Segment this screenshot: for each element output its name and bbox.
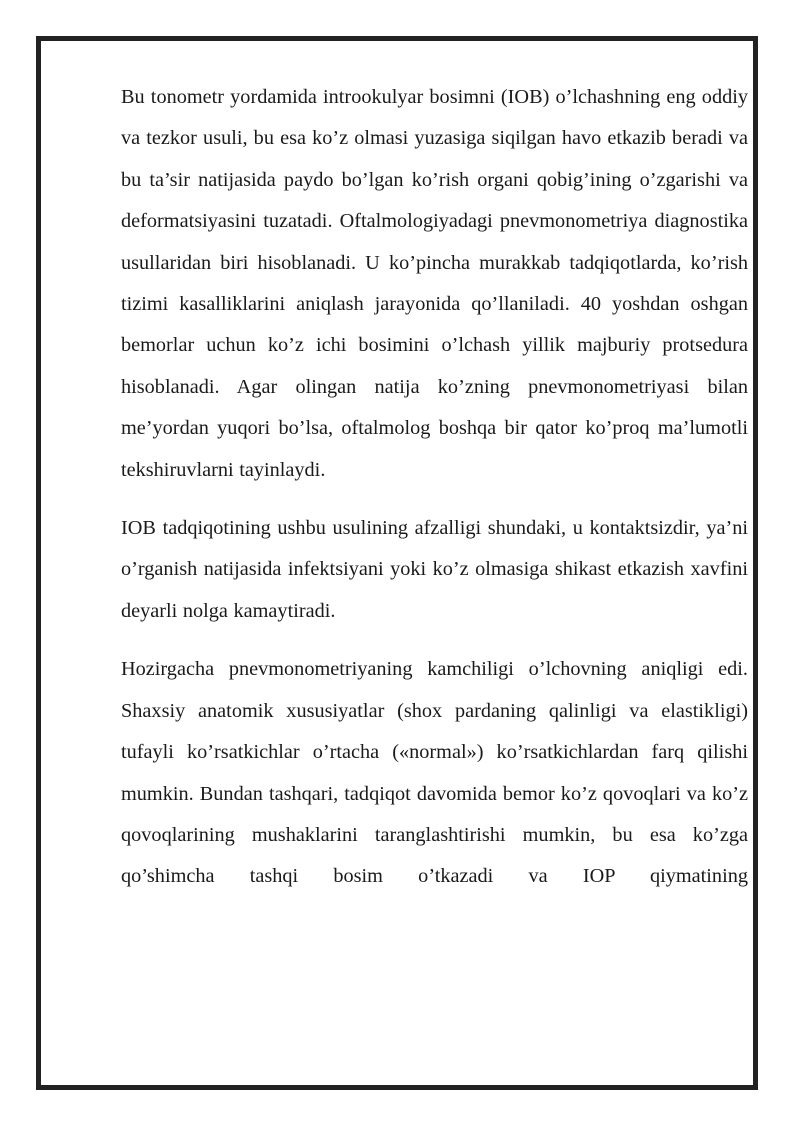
paragraph-disadvantage: Hozirgacha pnevmonometriyaning kamchiligi o’lchovning aniqligi edi. Shaxsiy anatomik xususiyatlar (shox pardaning qalinligi va elastikligi) tufayli ko’rsatkichlar o’rtacha («normal») ko’rsatkichlardan farq qilishi mumkin. Bundan tashqari, tadqiqot davomida bemor ko’z qovoqlari va ko’z qovoqlarining mushaklarini taranglashtirishi mumkin, bu esa ko’zga qo’shimcha tashqi bosim o’tkazadi va IOP qiymatining [121, 658, 748, 888]
paragraph-advantage: IOB tadqiqotining ushbu usulining afzalligi shundaki, u kontaktsizdir, ya’ni o’rganish natijasida infektsiyani yoki ko’z olmasiga shikast etkazish xavfini deyarli nolga kamaytiradi. [121, 517, 748, 622]
document-body [121, 77, 748, 915]
paragraph-pneumotonometry-intro: Bu tonometr yordamida introokulyar bosimni (IOB) o’lchashning eng oddiy va tezkor usuli, bu esa ko’z olmasi yuzasiga siqilgan havo etkazib beradi va bu ta’sir natijasida paydo bo’lgan ko’rish organi qobig’ining o’zgarishi va deformatsiyasini tuzatadi. Oftalmologiyadagi pnevmonometriya diagnostika usullaridan biri hisoblanadi. U ko’pincha murakkab tadqiqotlarda, ko’rish tizimi kasalliklarini aniqlash jarayonida qo’llaniladi. 40 yoshdan oshgan bemorlar uchun ko’z ichi bosimini o’lchash yillik majburiy protsedura hisoblanadi. Agar olingan natija ko’zning pnevmonometriyasi bilan me’yordan yuqori bo’lsa, oftalmolog boshqa bir qator ko’proq ma’lumotli tekshiruvlarni tayinlaydi. [121, 86, 748, 481]
page-border [36, 36, 758, 1090]
